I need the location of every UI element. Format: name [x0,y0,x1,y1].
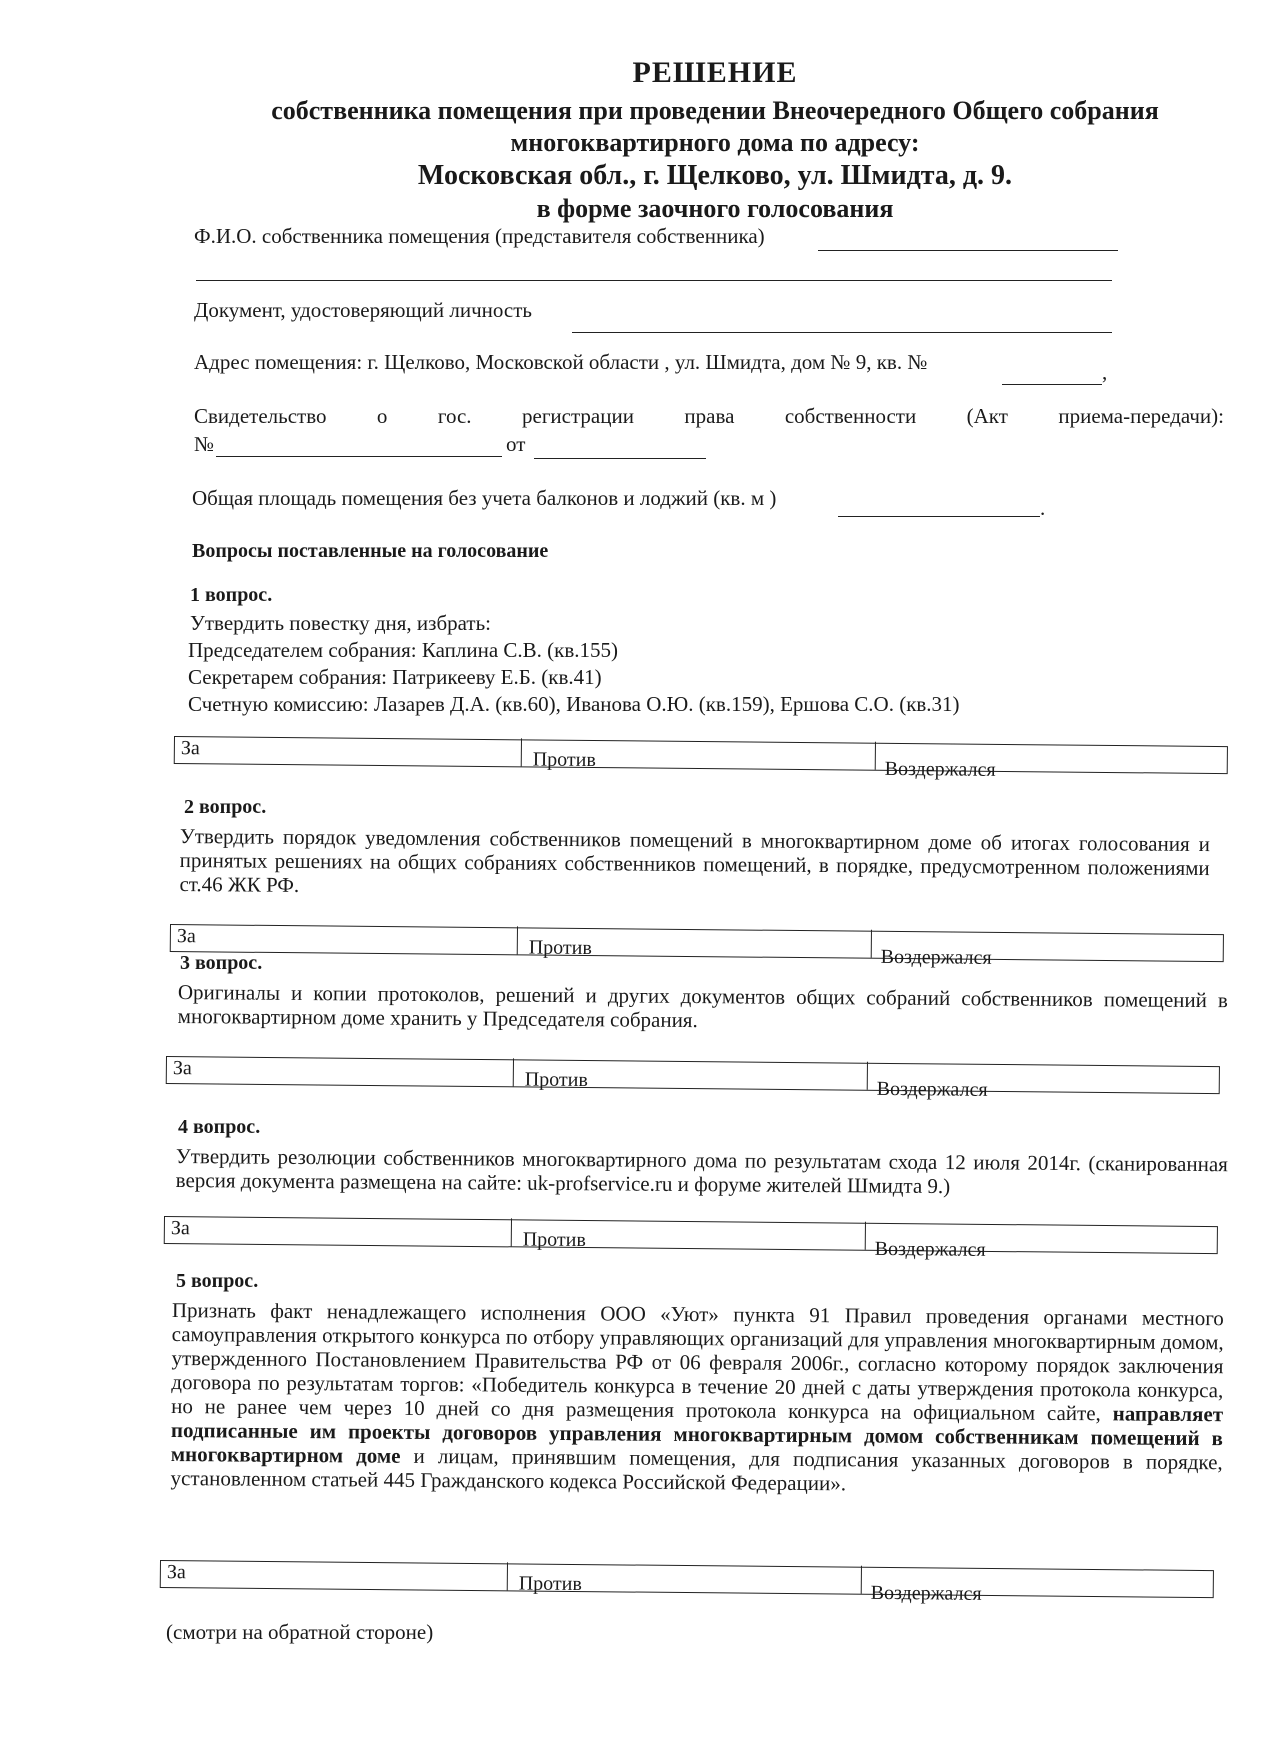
question-5-text [170,1298,1223,1498]
question-4-vote-table [164,1216,1218,1261]
owner-name-label: Ф.И.О. собственника помещения (представителя собственника) [194,224,765,248]
address-suffix: , [1102,360,1108,384]
vote-for-cell[interactable]: За [170,1217,190,1240]
certificate-date-input-line[interactable] [534,458,706,459]
question-1-line: Утвердить повестку дня, избрать: [190,611,492,635]
section-title: Вопросы поставленные на голосование [192,540,549,562]
question-2-text: Утвердить порядок уведомления собственников помещений в многоквартирном доме об итогах голосования и принятых решениях на общих собраниях собственников помещений, в порядке, предусмотренном положениями ст.46 ЖК РФ. [179,824,1210,897]
cell-divider [507,1562,508,1590]
cell-divider [867,1062,868,1090]
question-5-text-bold: направляет подписанные им проекты договоров управления многоквартирным домом собственникам помещений в многоквартирном доме [170,1401,1224,1468]
cell-divider [521,738,522,766]
cell-divider [871,930,872,958]
vote-for-cell[interactable]: За [166,1561,186,1584]
question-3-vote-table [166,1056,1220,1101]
cell-divider [875,742,876,770]
address-label: Адрес помещения: г. Щелково, Московской области , ул. Шмидта, дом № 9, кв. № [194,350,928,374]
vote-abstain-cell[interactable]: Воздержался [884,757,996,781]
area-label: Общая площадь помещения без учета балконов и лоджий (кв. м ) [192,486,777,510]
certificate-label: Свидетельство о гос. регистрации права собственности (Акт приема-передачи): [194,404,1224,428]
question-2-title: 2 вопрос. [184,796,267,818]
identity-document-input-line[interactable] [572,332,1112,333]
vote-abstain-cell[interactable]: Воздержался [880,945,992,969]
cell-divider [861,1566,862,1594]
certificate-number-input-line[interactable] [216,456,502,457]
document-subtitle-line1: собственника помещения при проведении Внеочередного Общего собрания [271,96,1159,125]
question-1-line: Счетную комиссию: Лазарев Д.А. (кв.60), Иванова О.Ю. (кв.159), Ершова С.О. (кв.31) [188,692,960,716]
identity-document-label: Документ, удостоверяющий личность [194,298,532,322]
cell-divider [513,1058,514,1086]
question-5-text-part2: и лицам, принявшим помещения, для подписания указанных договоров в порядке, установленном статьей 445 Гражданского кодекса Российской Федерации». [170,1443,1223,1496]
question-1-vote-table [174,736,1228,781]
vote-abstain-cell[interactable]: Воздержался [870,1581,982,1605]
document-form-line: в форме заочного голосования [536,194,894,223]
owner-name-input-line[interactable] [818,250,1118,251]
question-1-line: Секретарем собрания: Патрикееву Е.Б. (кв.41) [188,665,602,689]
vote-against-cell[interactable]: Против [518,1572,582,1596]
question-3-text: Оригиналы и копии протоколов, решений и других документов общих собраний собственников помещений в многоквартирном доме хранить у Председателя собрания. [177,980,1228,1033]
vote-for-cell[interactable]: За [172,1057,192,1080]
vote-against-cell[interactable]: Против [522,1228,586,1252]
document-address-line: Московская обл., г. Щелково, ул. Шмидта, д. 9. [417,160,1013,191]
vote-abstain-cell[interactable]: Воздержался [874,1237,986,1261]
document-subtitle-line2: многоквартирного дома по адресу: [510,128,920,157]
vote-for-cell[interactable]: За [180,737,200,760]
question-3-title: 3 вопрос. [180,952,263,974]
vote-abstain-cell[interactable]: Воздержался [876,1077,988,1101]
question-5-title: 5 вопрос. [176,1270,259,1292]
certificate-date-label: от [506,432,526,456]
document-title: РЕШЕНИЕ [632,56,798,89]
certificate-number-label: № [194,432,215,456]
area-suffix: . [1040,496,1046,520]
cell-divider [517,926,518,954]
vote-against-cell[interactable]: Против [524,1068,588,1092]
vote-against-cell[interactable]: Против [528,936,592,960]
question-1-title: 1 вопрос. [190,584,273,606]
question-4-title: 4 вопрос. [178,1116,261,1138]
vote-for-cell[interactable]: За [176,925,196,948]
owner-name-input-line-2[interactable] [196,280,1112,281]
vote-against-cell[interactable]: Против [532,748,596,772]
question-5-vote-table [160,1560,1214,1605]
area-input-line[interactable] [838,516,1040,517]
cell-divider [511,1218,512,1246]
see-reverse-note: (смотри на обратной стороне) [166,1620,434,1644]
question-4-text: Утвердить резолюции собственников многоквартирного дома по результатам схода 12 июля 2014г. (сканированная версия документа размещена на сайте: uk-profservice.ru и форуме жителей Шмидта 9.) [175,1144,1228,1199]
question-1-line: Председателем собрания: Каплина С.В. (кв.155) [188,638,619,662]
cell-divider [865,1222,866,1250]
apartment-number-input-line[interactable] [1002,384,1102,385]
question-5-text-part1: Признать факт ненадлежащего исполнения ООО «Уют» пункта 91 Правил проведения органами местного самоуправления открытого конкурса по отбору управляющих организаций для управления многоквартирным домом, утвержденного Постановлением Правительства РФ от 06 февраля 2006г., согласно которому порядок заключения договора по результатам торгов: «Победитель конкурса в течение 20 дней с даты утверждения протокола конкурса, но не ранее чем через 10 дней со дня размещения протокола конкурса на официальном сайте, [171,1298,1224,1426]
